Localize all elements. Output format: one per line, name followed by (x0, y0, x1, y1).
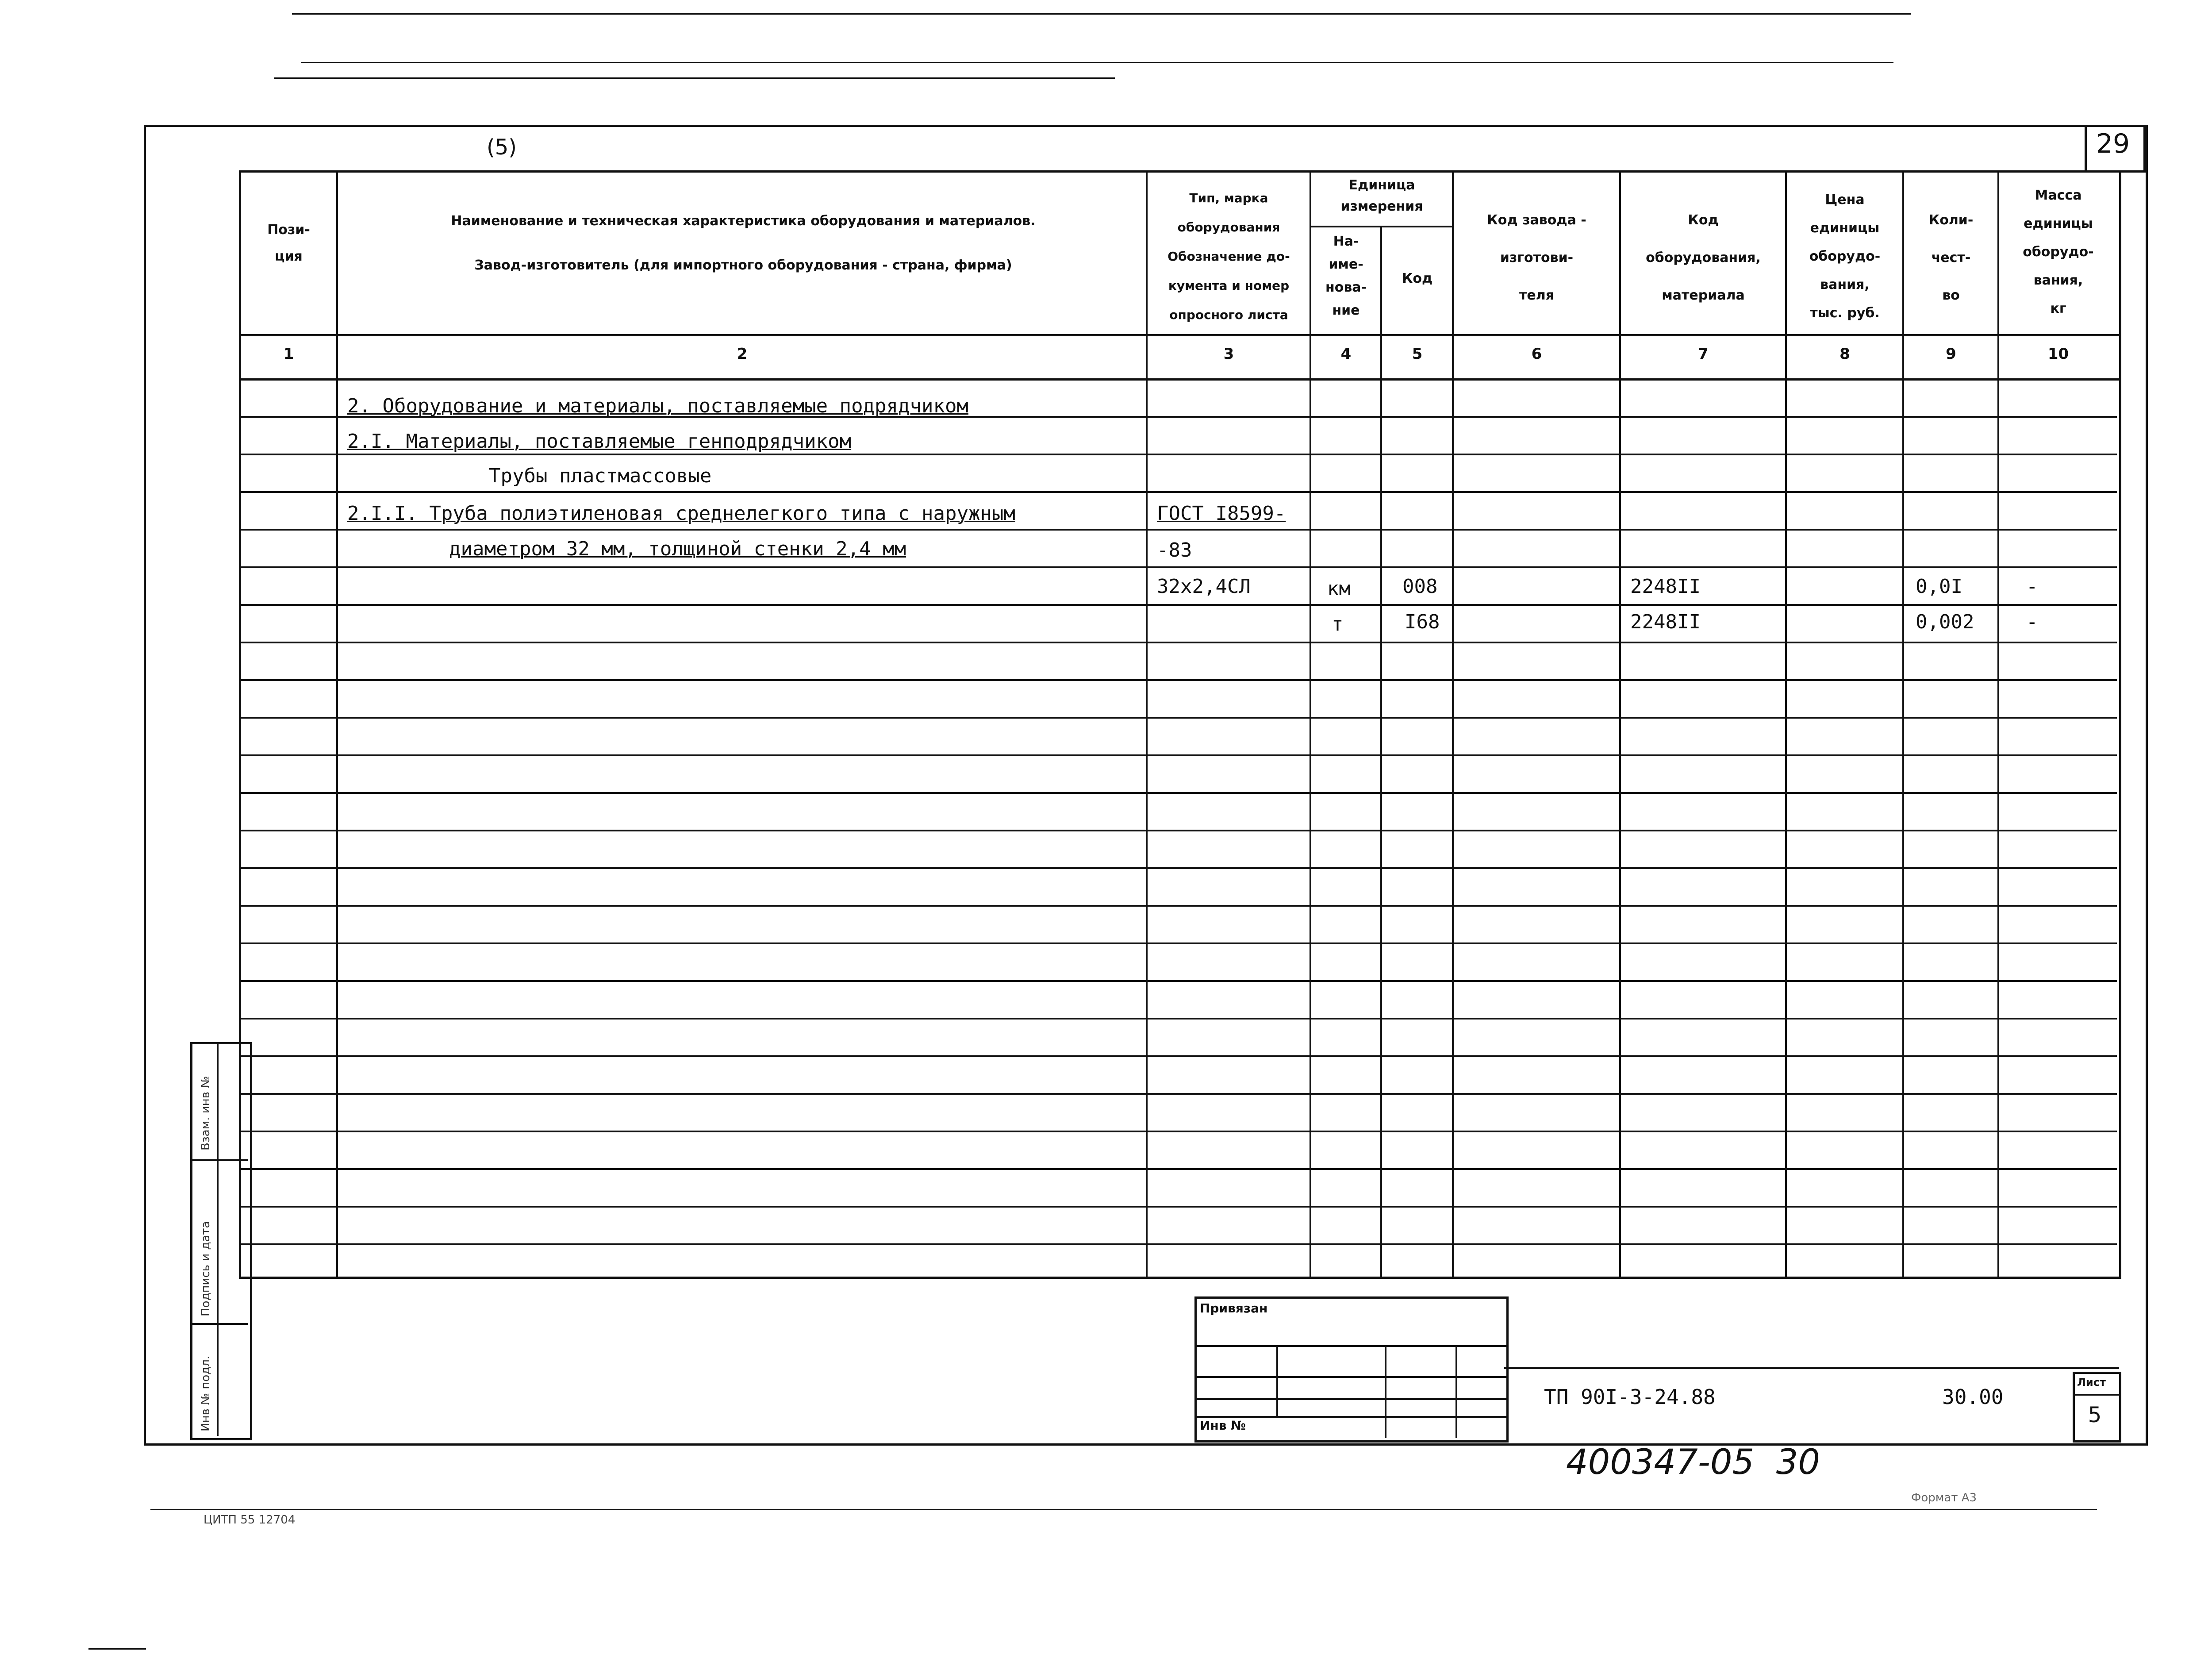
sheet-divider (2073, 1394, 2119, 1396)
row-line (239, 454, 2117, 455)
column-number: 8 (1839, 345, 1850, 363)
side-label-inv-dup: Взам. инв № (199, 1076, 212, 1150)
number-row-bottom (239, 378, 2119, 381)
row-unit-name: т (1332, 613, 1344, 635)
column-number: 4 (1340, 345, 1352, 363)
row-unit-code: I68 (1405, 611, 1440, 633)
row-name: 2. Оборудование и материалы, поставляемые подрядчиком (347, 395, 968, 417)
stamp-line (1194, 1416, 1506, 1418)
stamp-divider (1276, 1345, 1278, 1416)
row-line (239, 1093, 2117, 1095)
row-type: -83 (1157, 539, 1192, 562)
column-number: 7 (1698, 345, 1709, 363)
row-line (239, 867, 2117, 869)
header-unit-code: Код (1402, 271, 1433, 286)
scan-line (274, 77, 1115, 79)
column-number: 1 (283, 345, 294, 363)
stamp-divider (1385, 1345, 1386, 1438)
row-name: 2.I. Материалы, поставляемые генподрядчиком (347, 430, 852, 453)
header-type: Тип, марка оборудования Обозначение до- кумента и номер опросного листа (1167, 191, 1290, 322)
row-unit-name: км (1327, 577, 1351, 600)
column-number: 2 (737, 345, 748, 363)
row-line (239, 717, 2117, 719)
row-type: 32х2,4СЛ (1157, 575, 1251, 598)
row-line (239, 1018, 2117, 1019)
header-position: Пози- ция (267, 222, 310, 264)
side-label-signature: Подпись и дата (199, 1221, 212, 1316)
col-divider (1310, 170, 1311, 1279)
column-number: 5 (1412, 345, 1423, 363)
stamp-line (1194, 1345, 1506, 1347)
col-divider (1619, 170, 1621, 1279)
strip-divider (190, 1159, 248, 1161)
row-name: диаметром 32 мм, толщиной стенки 2,4 мм (449, 538, 906, 560)
row-line (239, 1131, 2117, 1132)
unit-group-divider (1310, 226, 1452, 227)
stamp-divider (1455, 1345, 1457, 1438)
header-equipment-code: Код оборудования, материала (1646, 212, 1761, 303)
row-type: ГОСТ I8599- (1157, 502, 1286, 525)
row-quantity: 0,002 (1916, 611, 1974, 633)
strip-divider (190, 1323, 248, 1325)
col-divider (1146, 170, 1148, 1279)
row-line (239, 679, 2117, 681)
scan-line (301, 62, 1893, 63)
row-line (239, 604, 2117, 606)
header-name-line1: Наименование и техническая характеристика оборудования и материалов. (451, 213, 1036, 229)
header-unit-group: Единица измерения (1340, 177, 1423, 214)
row-mass: - (2026, 575, 2038, 598)
page-number: 29 (2096, 128, 2130, 159)
privyazan-label: Привязан (1200, 1301, 1268, 1316)
bottom-scan-line (150, 1509, 2097, 1510)
row-line (239, 980, 2117, 982)
doc-code: ТП 90I-3-24.88 (1544, 1385, 1716, 1409)
column-number: 10 (2047, 345, 2069, 363)
handwritten-number: 400347-05 30 (1566, 1443, 1820, 1482)
strip-divider (217, 1042, 219, 1436)
row-line (239, 1168, 2117, 1170)
col-divider (1452, 170, 1454, 1279)
corner-mark (88, 1648, 146, 1650)
stamp-line (1194, 1376, 1506, 1378)
equipment-table (239, 170, 2121, 1279)
col-divider (1997, 170, 1999, 1279)
col-divider (1380, 226, 1382, 1279)
row-line (239, 566, 2117, 568)
row-quantity: 0,0I (1916, 575, 1962, 598)
header-bottom (239, 334, 2119, 336)
format-mark: Формат А3 (1911, 1491, 1977, 1504)
row-mass: - (2026, 611, 2038, 633)
title-block-top (1504, 1367, 2119, 1369)
sheet-number: 5 (2088, 1403, 2102, 1427)
row-line (239, 942, 2117, 944)
header-unit-name: На- име- нова- ние (1325, 234, 1367, 318)
col-divider (1902, 170, 1904, 1279)
row-line (239, 905, 2117, 907)
section-ref: (5) (487, 135, 517, 160)
footer-mark: ЦИТП 55 12704 (204, 1513, 296, 1527)
row-line (239, 1243, 2117, 1245)
header-name-line2: Завод-изготовитель (для импортного оборудования - страна, фирма) (474, 258, 1012, 273)
row-unit-code: 008 (1402, 575, 1438, 598)
row-line (239, 529, 2117, 531)
row-line (239, 830, 2117, 831)
row-line (239, 491, 2117, 493)
section-code: 30.00 (1942, 1385, 2004, 1409)
row-line (239, 642, 2117, 643)
sheet-label: Лист (2077, 1376, 2106, 1389)
header-price: Цена единицы оборудо- вания, тыс. руб. (1809, 192, 1881, 321)
header-plant-code: Код завода - изготови- теля (1487, 212, 1586, 303)
row-equipment-code: 2248II (1630, 575, 1701, 598)
row-line (239, 1055, 2117, 1057)
side-label-inv-orig: Инв № подл. (199, 1355, 212, 1431)
scan-line (292, 13, 1911, 15)
row-name: Трубы пластмассовые (489, 465, 712, 487)
table-bottom (239, 1277, 2119, 1279)
inv-label: Инв № (1200, 1418, 1246, 1433)
row-line (239, 792, 2117, 794)
header-quantity: Коли- чест- во (1928, 212, 1974, 303)
row-name: 2.I.I. Труба полиэтиленовая среднелегкого типа с наружным (347, 502, 1015, 525)
col-divider (336, 170, 338, 1279)
row-line (239, 754, 2117, 756)
row-equipment-code: 2248II (1630, 611, 1701, 633)
col-divider (1785, 170, 1787, 1279)
column-number: 3 (1223, 345, 1234, 363)
stamp-line (1194, 1398, 1506, 1400)
column-number: 6 (1531, 345, 1542, 363)
row-line (239, 1206, 2117, 1208)
column-number: 9 (1946, 345, 1956, 363)
header-mass: Масса единицы оборудо- вания, кг (2023, 188, 2094, 316)
